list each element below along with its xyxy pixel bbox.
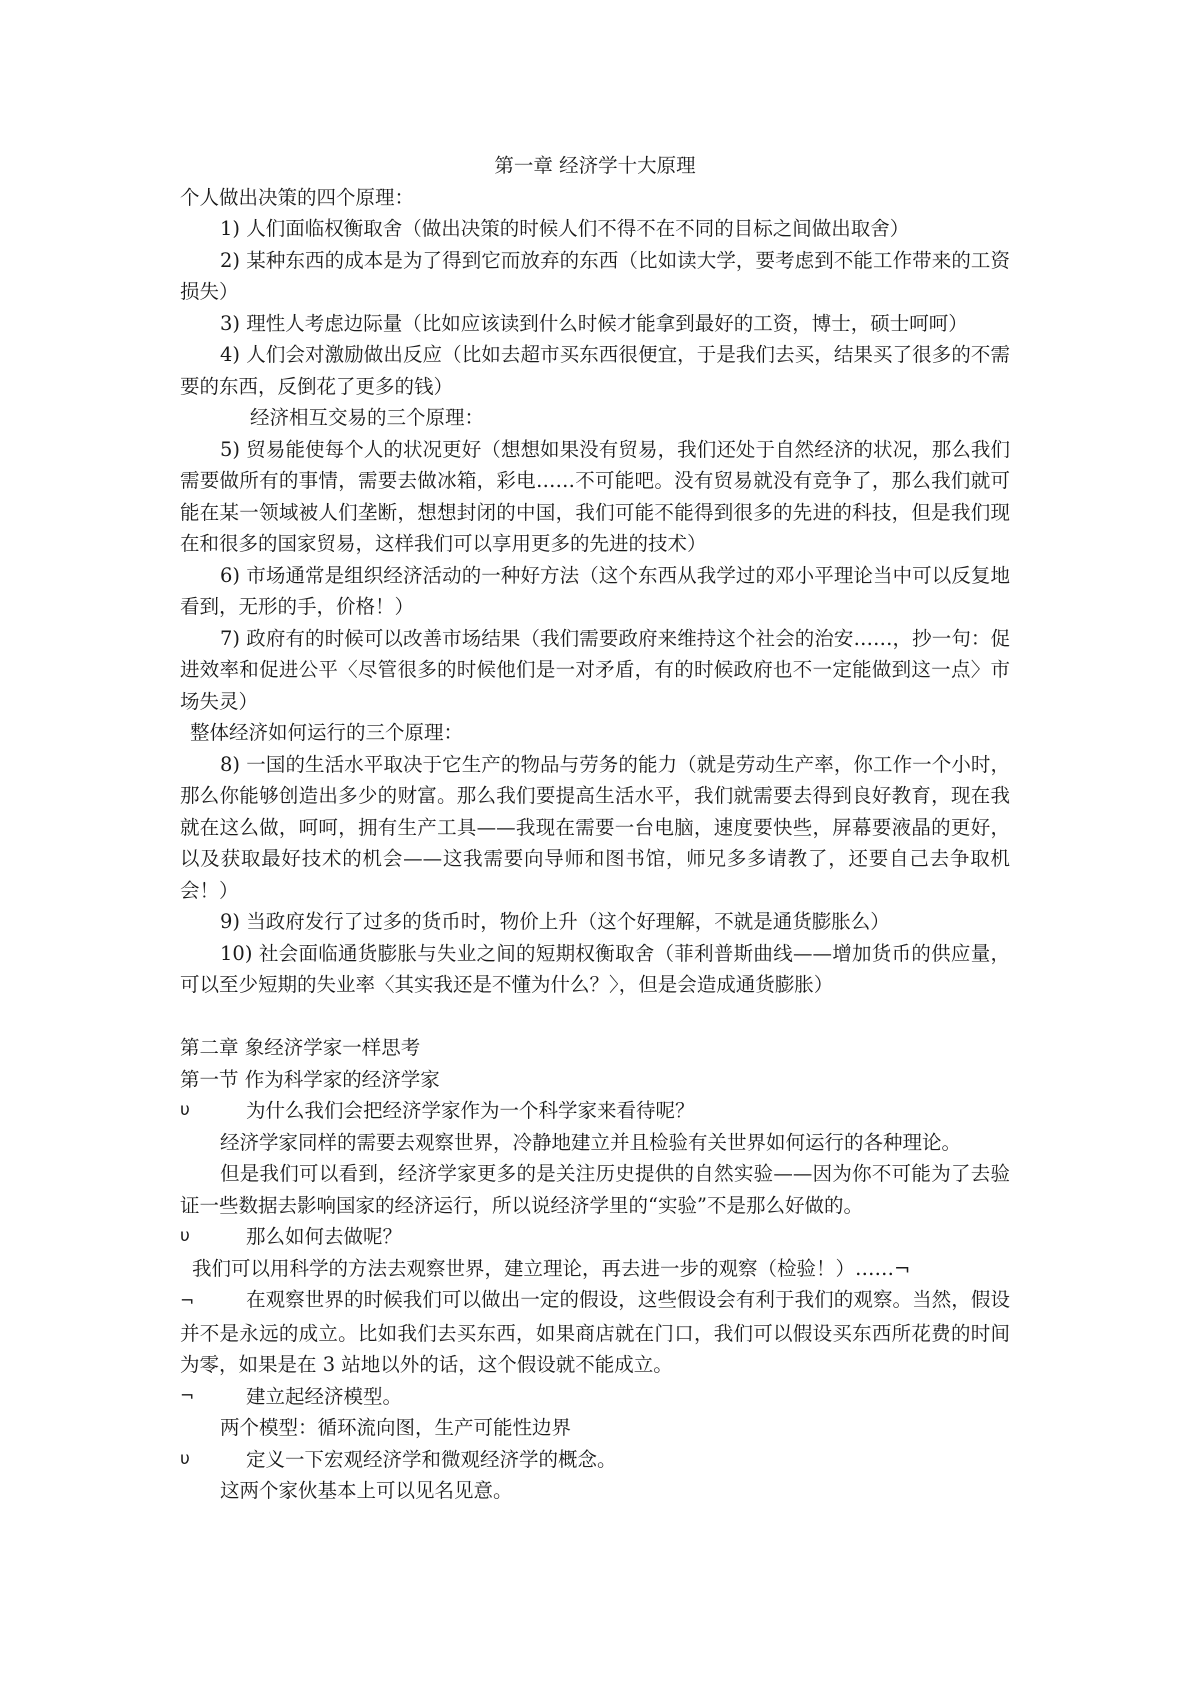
paragraph-text: 在观察世界的时候我们可以做出一定的假设，这些假设会有利于我们的观察。当然，假设并不是永远的成立。比如我们去买东西，如果商店就在门口，我们可以假设买东西所花费的时间为零，如果是在 3 站地以外的话，这个假设就不能成立。 bbox=[180, 1288, 1010, 1376]
section-title: 第一节 作为科学家的经济学家 bbox=[180, 1067, 440, 1091]
bullet-item bbox=[180, 1381, 1010, 1413]
bullet-u-icon: υ bbox=[180, 1448, 190, 1469]
section-heading-interaction: 经济相互交易的三个原理： bbox=[250, 406, 485, 429]
bullet-question bbox=[180, 1444, 1010, 1476]
bullet-u-icon: υ bbox=[180, 1100, 190, 1120]
chapter-2-title: 第二章 象经济学家一样思考 bbox=[180, 1036, 421, 1059]
principle-item: 2) 某种东西的成本是为了得到它而放弃的东西（比如读大学，要考虑到不能工作带来的工资损失） bbox=[180, 248, 1010, 303]
principle-item: 8) 一国的生活水平取决于它生产的物品与劳务的能力（就是劳动生产率，你工作一个小时，那么你能够创造出多少的财富。那么我们要提高生活水平，我们就需要去得到良好教育，现在我就在这么做，呵呵，拥有生产工具——我现在需要一台电脑，速度要快些，屏幕要液晶的更好，以及获取最好技术的机会——这我需要向导师和图书馆，师兄多多请教了，还要自己去争取机会！） bbox=[180, 752, 1010, 902]
bullet-u-icon: υ bbox=[180, 1226, 190, 1246]
bullet-paragraph bbox=[180, 1284, 1010, 1381]
paragraph: 经济学家同样的需要去观察世界，冷静地建立并且检验有关世界如何运行的各种理论。 bbox=[220, 1130, 962, 1154]
document-page bbox=[180, 150, 1010, 1507]
paragraph: 我们可以用科学的方法去观察世界，建立理论，再去进一步的观察（检验！）……¬ bbox=[192, 1256, 911, 1280]
principle-item: 10) 社会面临通货膨胀与失业之间的短期权衡取舍（菲利普斯曲线——增加货币的供应量，可以至少短期的失业率〈其实我还是不懂为什么？〉，但是会造成通货膨胀） bbox=[180, 941, 1010, 996]
section-heading-individual-decisions: 个人做出决策的四个原理： bbox=[180, 185, 415, 209]
principle-item: 5) 贸易能使每个人的状况更好（想想如果没有贸易，我们还处于自然经济的状况，那么我们需要做所有的事情，需要去做冰箱，彩电……不可能吧。没有贸易就没有竞争了，那么我们就可能在某一领域被人们垄断，想想封闭的中国，我们可能不能得到很多的先进的科技，但是我们现在和很多的国家贸易，这样我们可以享用更多的先进的技术） bbox=[180, 437, 1010, 555]
principle-item: 6) 市场通常是组织经济活动的一种好方法（这个东西从我学过的邓小平理论当中可以反复地看到，无形的手，价格！） bbox=[180, 563, 1010, 618]
principle-item: 9) 当政府发行了过多的货币时，物价上升（这个好理解，不就是通货膨胀么） bbox=[220, 910, 890, 933]
bullet-question bbox=[180, 1095, 1010, 1127]
bullet-not-icon: ¬ bbox=[180, 1385, 195, 1406]
paragraph: 两个模型：循环流向图，生产可能性边界 bbox=[220, 1416, 572, 1439]
item-text: 建立起经济模型。 bbox=[246, 1384, 403, 1408]
section-heading-whole-economy: 整体经济如何运行的三个原理： bbox=[190, 721, 464, 744]
paragraph: 这两个家伙基本上可以见名见意。 bbox=[220, 1479, 513, 1502]
spacer bbox=[180, 1001, 1010, 1033]
bullet-not-icon: ¬ bbox=[180, 1291, 195, 1311]
question-text: 为什么我们会把经济学家作为一个科学家来看待呢？ bbox=[246, 1099, 695, 1122]
question-text: 那么如何去做呢？ bbox=[246, 1225, 403, 1248]
question-text: 定义一下宏观经济学和微观经济学的概念。 bbox=[246, 1447, 617, 1471]
principle-item: 7) 政府有的时候可以改善市场结果（我们需要政府来维持这个社会的治安……，抄一句：促进效率和促进公平〈尽管很多的时候他们是一对矛盾，有的时候政府也不一定能做到这一点〉市场失灵） bbox=[180, 626, 1010, 713]
chapter-1-title: 第一章 经济学十大原理 bbox=[494, 154, 696, 177]
paragraph: 但是我们可以看到，经济学家更多的是关注历史提供的自然实验——因为你不可能为了去验证一些数据去影响国家的经济运行，所以说经济学里的“实验”不是那么好做的。 bbox=[180, 1162, 1010, 1217]
principle-item: 3) 理性人考虑边际量（比如应该读到什么时候才能拿到最好的工资，博士，硕士呵呵） bbox=[220, 311, 968, 335]
bullet-question bbox=[180, 1221, 1010, 1253]
principle-item: 1) 人们面临权衡取舍（做出决策的时候人们不得不在不同的目标之间做出取舍） bbox=[220, 217, 910, 240]
principle-item: 4) 人们会对激励做出反应（比如去超市买东西很便宜，于是我们去买，结果买了很多的不需要的东西，反倒花了更多的钱） bbox=[180, 343, 1010, 398]
